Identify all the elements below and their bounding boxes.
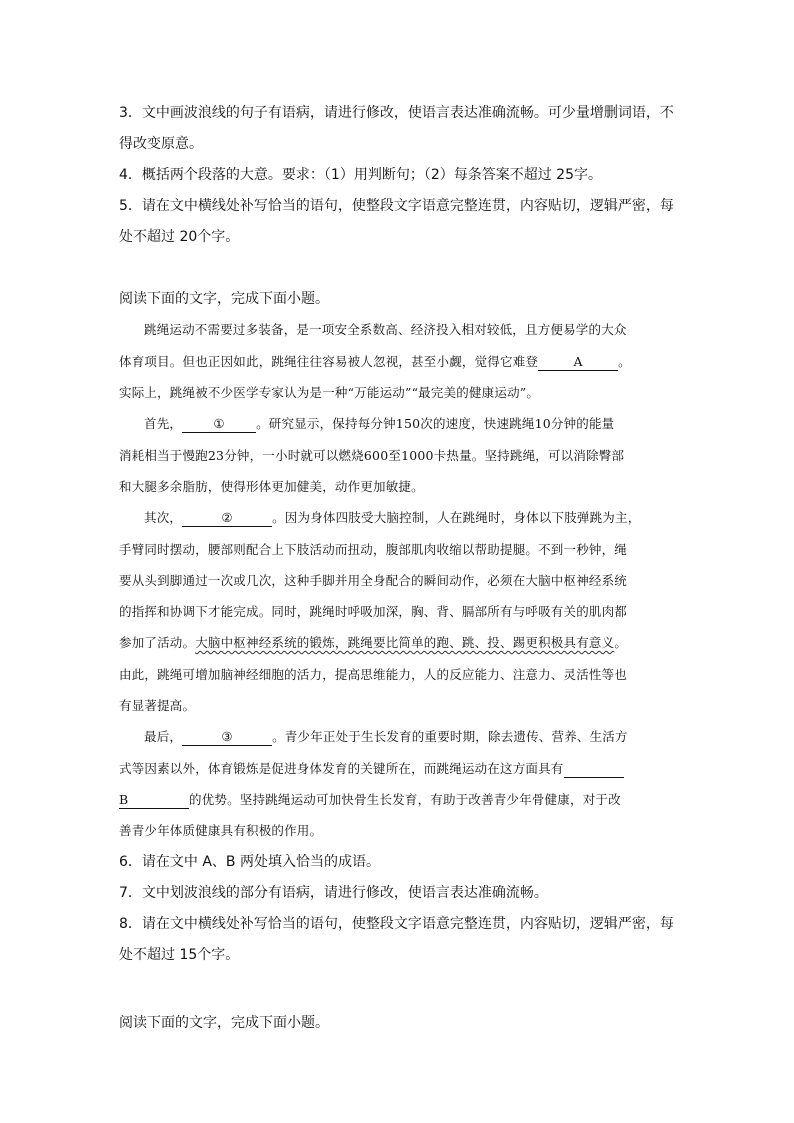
wavy-underlined-sentence: 大脑中枢神经系统的锻炼，跳绳要比简单的跑、跳、投、踢更积极具有意义	[195, 635, 615, 650]
para4-l2-text: 式等因素以外，体育锻炼是促进身体发育的关键所在，而跳绳运动在这方面具有	[119, 761, 564, 776]
para1-text: 体育项目。但也正因如此，跳绳往往容易被人忽视，甚至小觑，觉得它难登	[119, 354, 539, 369]
para1-line-2	[119, 352, 631, 372]
para2-start: 首先，	[144, 416, 183, 431]
question-8-line-2: 处不超过 15个字。	[119, 947, 240, 963]
para4-rest: 。青少年正处于生长发育的重要时期，除去遗传、营养、生活方	[272, 729, 628, 744]
para4-l3-text: 的优势。坚持跳绳运动可加快骨生长发育，有助于改善青少年骨健康，对于改	[189, 792, 621, 807]
blank-b-lead	[564, 761, 624, 778]
para1-line-3: 实际上，跳绳被不少医学专家认为是一种“万能运动”“最完美的健康运动”。	[119, 385, 540, 400]
para3-l5-end: 。	[614, 635, 628, 650]
para3-line-6: 由此，跳绳可增加脑神经细胞的活力，提高思维能力，人的反应能力、注意力、灵活性等也	[119, 667, 628, 682]
para3-l5-start: 参加了活动。	[119, 635, 196, 650]
question-5-line-1: 5．请在文中横线处补写恰当的语句，使整段文字语意完整连贯，内容贴切，逻辑严密，每	[119, 198, 674, 214]
blank-3: ③	[182, 729, 272, 746]
question-3-line-2: 得改变原意。	[119, 136, 203, 152]
question-4: 4．概括两个段落的大意。要求：（1）用判断句；（2）每条答案不超过 25字。	[119, 167, 602, 183]
question-3-line-1: 3．文中画波浪线的句子有语病，请进行修改，使语言表达准确流畅。可少量增删词语，不	[119, 105, 674, 121]
para2-line-1	[144, 414, 614, 434]
blank-a: A	[538, 354, 618, 371]
question-8-line-1: 8．请在文中横线处补写恰当的语句，使整段文字语意完整连贯，内容贴切，逻辑严密，每	[119, 916, 674, 932]
para3-line-5	[119, 633, 627, 653]
para3-line-1	[144, 508, 640, 528]
para4-line-2	[119, 759, 624, 779]
blank-1: ①	[182, 416, 256, 433]
blank-2: ②	[182, 510, 272, 527]
question-5-line-2: 处不超过 20个字。	[119, 229, 240, 245]
question-6: 6．请在文中 A、B 两处填入恰当的成语。	[119, 854, 380, 870]
blank-b: B	[119, 792, 189, 809]
para3-rest: 。因为身体四肢受大脑控制，人在跳绳时，身体以下肢弹跳为主，	[272, 510, 641, 525]
para3-line-3: 要从头到脚通过一次或几次，这种手脚并用全身配合的瞬间动作，必须在大脑中枢神经系统	[119, 573, 628, 588]
para2-rest: 。研究显示，保持每分钟150次的速度，快速跳绳10分钟的能量	[256, 416, 615, 431]
para4-line-4: 善青少年体质健康具有积极的作用。	[119, 823, 323, 838]
para4-start: 最后，	[144, 729, 183, 744]
para2-line-3: 和大腿多余脂肪，使得形体更加健美，动作更加敏捷。	[119, 479, 424, 494]
para3-line-2: 手臂同时摆动，腰部则配合上下肢活动而扭动，腹部肌肉收缩以帮助提腿。不到一秒钟，绳	[119, 542, 628, 557]
reading-intro: 阅读下面的文字，完成下面小题。	[119, 291, 329, 307]
para4-line-1	[144, 727, 628, 747]
question-7: 7．文中划波浪线的部分有语病，请进行修改，使语言表达准确流畅。	[119, 885, 548, 901]
para1-punct: 。	[618, 354, 631, 369]
para1-line-1: 跳绳运动不需要过多装备，是一项安全系数高、经济投入相对较低，且方便易学的大众	[144, 322, 627, 337]
para4-line-3	[119, 790, 621, 810]
para3-start: 其次，	[144, 510, 183, 525]
para2-line-2: 消耗相当于慢跑23分钟，一小时就可以燃烧600至1000卡热量。坚持跳绳，可以消除臀部	[119, 448, 625, 463]
para3-line-4: 的指挥和协调下才能完成。同时，跳绳时呼吸加深，胸、背、膈部所有与呼吸有关的肌肉都	[119, 604, 628, 619]
reading-intro-2: 阅读下面的文字，完成下面小题。	[119, 1015, 329, 1031]
para3-line-7: 有显著提高。	[119, 698, 196, 713]
